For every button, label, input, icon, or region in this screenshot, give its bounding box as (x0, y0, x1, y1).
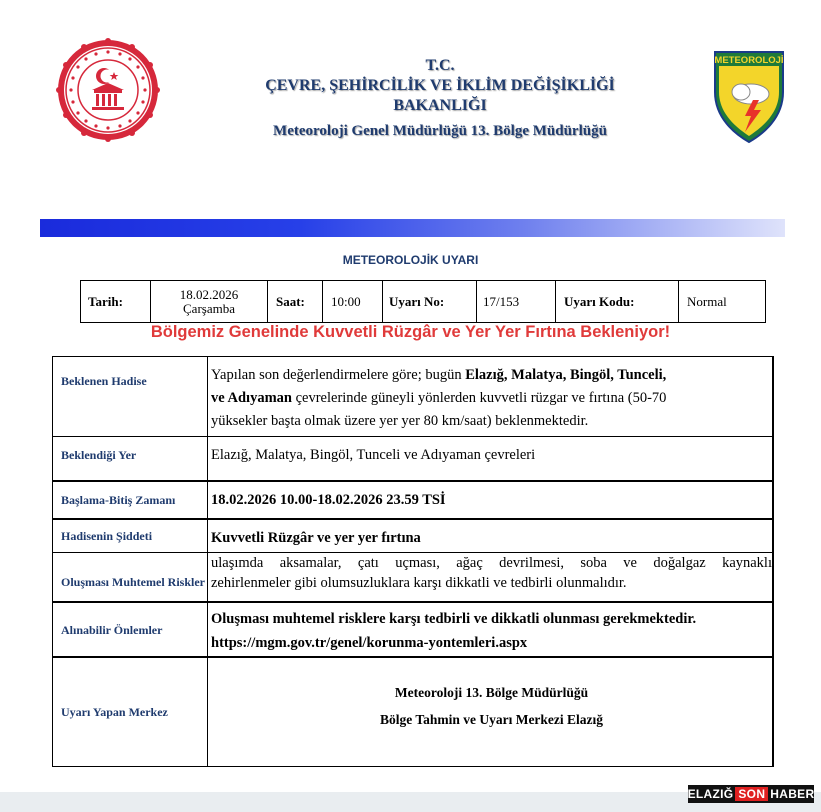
meteoroloji-logo (711, 48, 787, 144)
measures-link[interactable]: https://mgm.gov.tr/genel/korunma-yontemleri.aspx (211, 635, 528, 651)
table-row-issuing-center (53, 658, 772, 766)
risks-value (209, 553, 772, 601)
date-label: Tarih: (81, 281, 151, 322)
period-value: 18.02.2026 10.00-18.02.2026 23.59 TSİ (211, 491, 446, 508)
severity-value: Kuvvetli Rüzgâr ve yer yer fırtına (211, 529, 421, 546)
header-ministry-line1: ÇEVRE, ŞEHİRCİLİK VE İKLİM DEĞİŞİKLİĞİ (265, 77, 615, 94)
measures-value (209, 603, 772, 656)
warning-no-label: Uyarı No: (383, 281, 477, 322)
center-value (209, 658, 772, 766)
table-row-severity (53, 520, 772, 553)
hazard-text-2: Elazığ, Malatya, Bingöl, Tunceli, (465, 367, 667, 383)
warning-no-value: 17/153 (477, 281, 556, 322)
place-value: Elazığ, Malatya, Bingöl, Tunceli ve Adıyaman çevreleri (211, 447, 536, 463)
hazard-text-3: ve Adıyaman (211, 390, 292, 406)
severity-label: Hadisenin Şiddeti (53, 520, 208, 552)
hazard-text-4: çevrelerinde güneyli yönlerden kuvvetli rüzgar ve fırtına (50-70 (291, 390, 667, 406)
center-line-2: Bölge Tahmin ve Uyarı Merkezi Elazığ (379, 712, 604, 727)
table-row-expected-hazard (53, 357, 772, 437)
meteoroloji-logo-text: METEOROLOJİ (714, 55, 784, 66)
time-label: Saat: (268, 281, 323, 322)
place-label: Beklendiği Yer (53, 437, 208, 480)
table-row-start-end-time (53, 482, 772, 520)
warning-code-value: Normal (687, 293, 727, 309)
header-tc: T.C. (425, 57, 455, 74)
table-row-expected-place (53, 437, 772, 482)
risks-label: Oluşması Muhtemel Riskler (53, 553, 208, 601)
date-cell (151, 281, 268, 322)
warning-info-table (80, 280, 766, 323)
watermark-left: ELAZIĞ (687, 787, 734, 801)
warning-headline: Bölgemiz Genelinde Kuvvetli Rüzgâr ve Yer Yer Fırtına Bekleniyor! (150, 323, 671, 341)
warning-code-label: Uyarı Kodu: (556, 281, 679, 322)
measures-line-1: Oluşması muhtemel risklere karşı tedbirli ve dikkatli olunması gerekmektedir. (211, 611, 697, 627)
watermark-right: HABER (770, 787, 815, 801)
header-ministry-line2: BAKANLIĞI (393, 97, 487, 114)
hazard-value (209, 357, 772, 436)
day-value: Çarşamba (183, 300, 235, 316)
document-title: METEOROLOJİK UYARI (342, 253, 479, 267)
header-divider-bar (40, 219, 785, 237)
date-value: 18.02.2026 (179, 286, 239, 302)
table-row-risks (53, 553, 772, 603)
hazard-label: Beklenen Hadise (53, 357, 208, 436)
risks-line-1: ulaşımda aksamalar, çatı uçması, ağaç devrilmesi, soba ve doğalgaz kaynaklı (211, 555, 772, 571)
measures-label: Alınabilir Önlemler (53, 603, 208, 656)
table-row-measures (53, 603, 772, 658)
center-label: Uyarı Yapan Merkez (53, 658, 208, 766)
period-label: Başlama-Bitiş Zamanı (53, 482, 208, 518)
ministry-seal-logo (56, 38, 160, 142)
center-line-1: Meteoroloji 13. Bölge Müdürlüğü (394, 685, 589, 700)
hazard-text-5: yüksekler başta olmak üzere yer yer 80 km/saat) beklenmektedir. (211, 413, 589, 429)
header-regional-office: Meteoroloji Genel Müdürlüğü 13. Bölge Müdürlüğü (273, 123, 607, 139)
hazard-text-1: Yapılan son değerlendirmelere göre; bugün (211, 367, 466, 383)
time-value: 10:00 (323, 281, 383, 322)
watermark-mid: SON (735, 787, 768, 801)
warning-details-table (52, 356, 774, 767)
site-watermark (688, 785, 814, 803)
risks-line-2: zehirlenmeler gibi olumsuzluklara karşı dikkatli ve tedbirli olunmalıdır. (211, 575, 627, 591)
